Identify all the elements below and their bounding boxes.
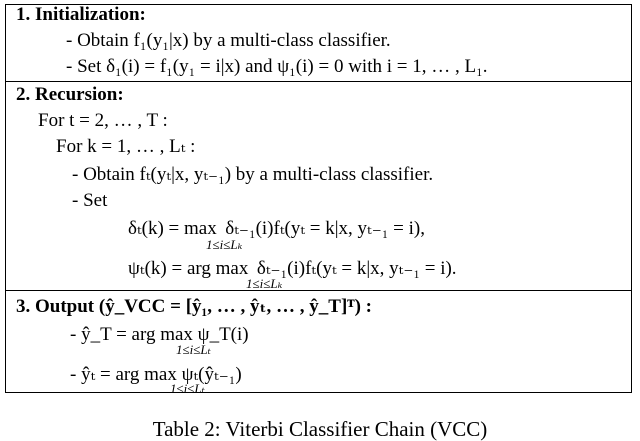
delta-equation: δₜ(k) = max δₜ₋₁(i)fₜ(yₜ = k|x, yₜ₋₁ = i), bbox=[128, 218, 425, 239]
step2-heading: 2. Recursion: bbox=[16, 84, 124, 105]
step3-line2: - ŷₜ = arg max ψₜ(ŷₜ₋₁) bbox=[70, 364, 242, 385]
set-line: - Set bbox=[72, 190, 108, 211]
table-caption: Table 2: Viterbi Classifier Chain (VCC) bbox=[152, 417, 488, 441]
step1-line1: - Obtain f₁(y₁|x) by a multi-class classifier. bbox=[66, 30, 391, 51]
step3-heading: 3. Output (ŷ_VCC = [ŷ₁, … , ŷₜ, … , ŷ_T]ᵀ) : bbox=[16, 296, 372, 317]
step3-line2-subscript: 1≤i≤Lₜ bbox=[170, 381, 205, 396]
separator-2 bbox=[5, 290, 632, 291]
for-t-loop: For t = 2, … , T : bbox=[38, 110, 168, 131]
separator-1 bbox=[5, 81, 632, 82]
step3-line1-subscript: 1≤i≤Lₜ bbox=[176, 342, 211, 357]
for-k-loop: For k = 1, … , Lₜ : bbox=[56, 136, 196, 157]
step1-heading: 1. Initialization: bbox=[16, 4, 146, 25]
psi-equation: ψₜ(k) = arg max δₜ₋₁(i)fₜ(yₜ = k|x, yₜ₋₁ = i). bbox=[128, 258, 457, 279]
step3-line1: - ŷ_T = arg max ψ_T(i) bbox=[70, 324, 249, 345]
obtain-line: - Obtain fₜ(yₜ|x, yₜ₋₁) by a multi-class classifier. bbox=[72, 164, 434, 185]
psi-max-subscript: 1≤i≤Lₖ bbox=[246, 276, 283, 291]
delta-max-subscript: 1≤i≤Lₖ bbox=[206, 237, 243, 252]
step1-line2: - Set δ₁(i) = f₁(y₁ = i|x) and ψ₁(i) = 0 with i = 1, … , L₁. bbox=[66, 56, 488, 77]
